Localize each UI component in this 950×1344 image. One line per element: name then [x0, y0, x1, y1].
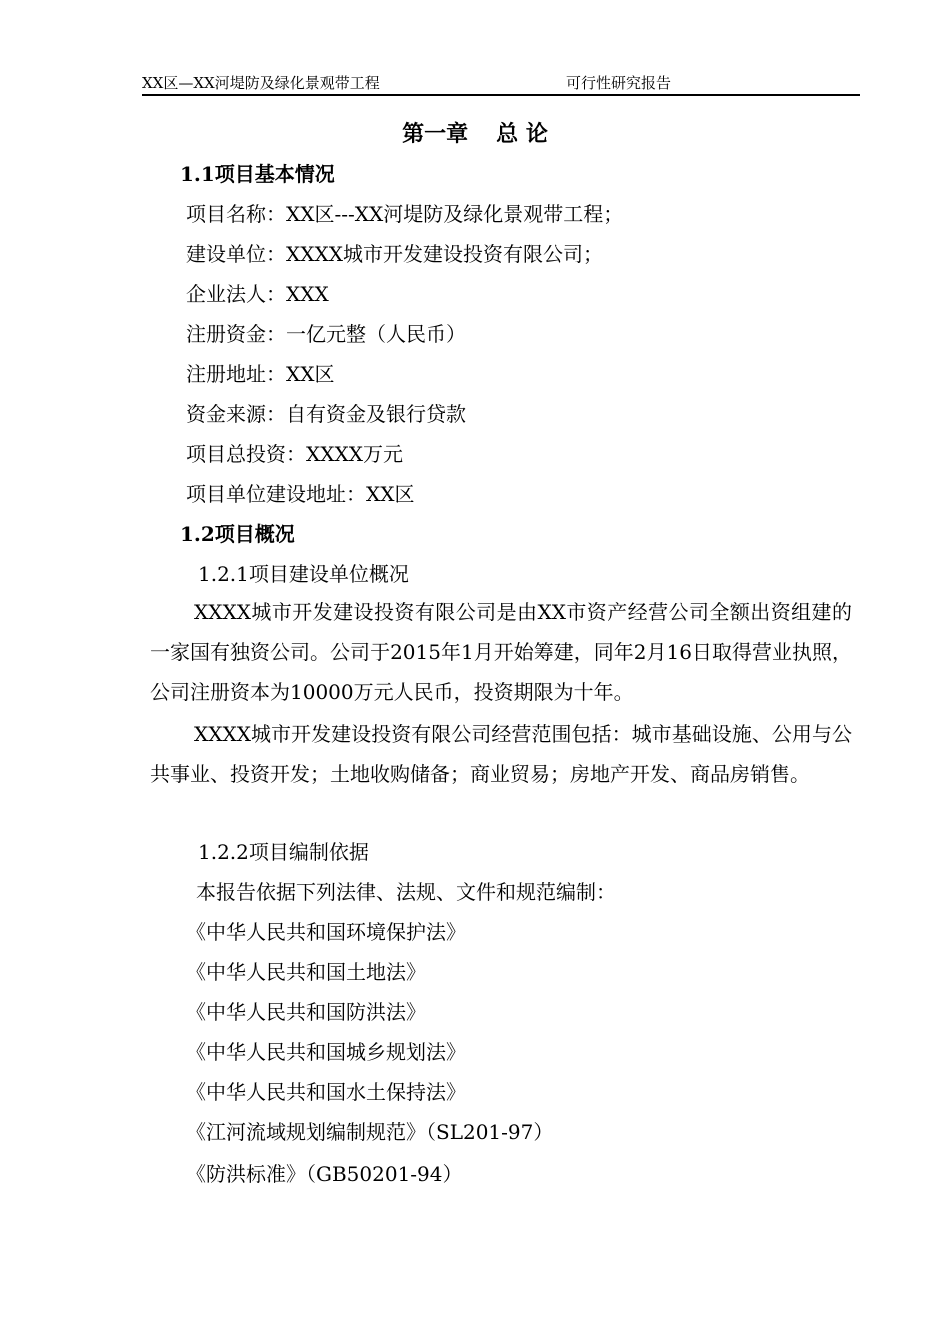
- info-item: 企业法人：XXX: [186, 282, 329, 306]
- info-item: 项目单位建设地址：XX区: [186, 482, 415, 506]
- law-item: 《中华人民共和国城乡规划法》: [186, 1040, 466, 1064]
- basis-intro: 本报告依据下列法律、法规、文件和规范编制：: [196, 880, 616, 904]
- info-item: 注册地址：XX区: [186, 362, 335, 386]
- law-item: 《防洪标准》（GB50201-94）: [186, 1162, 463, 1186]
- info-item: 建设单位：XXXX城市开发建设投资有限公司；: [186, 242, 603, 266]
- business-scope-paragraph: XXXX城市开发建设投资有限公司经营范围包括：城市基础设施、公用与公共事业、投资开发；土地收购储备；商业贸易；房地产开发、商品房销售。: [150, 722, 852, 786]
- header-report-type: 可行性研究报告: [566, 74, 672, 92]
- chapter-title: [0, 117, 950, 151]
- law-item: 《中华人民共和国土地法》: [186, 960, 426, 984]
- page-header: [142, 72, 860, 96]
- chapter-number: 第一章: [402, 121, 469, 147]
- law-item: 《江河流域规划编制规范》（SL201-97）: [186, 1120, 554, 1144]
- info-item: 项目总投资：XXXX万元: [186, 442, 403, 466]
- info-item: 项目名称：XX区---XX河堤防及绿化景观带工程；: [186, 202, 624, 226]
- info-item: 资金来源：自有资金及银行贷款: [186, 402, 466, 426]
- header-project-name: XX区—XX河堤防及绿化景观带工程: [142, 74, 380, 92]
- law-item: 《中华人民共和国防洪法》: [186, 1000, 426, 1024]
- subsection-heading-1-2-2: 1.2.2项目编制依据: [198, 840, 369, 864]
- law-item: 《中华人民共和国环境保护法》: [186, 920, 466, 944]
- company-profile-paragraph: XXXX城市开发建设投资有限公司是由XX市资产经营公司全额出资组建的一家国有独资公司。公司于2015年1月开始筹建，同年2月16日取得营业执照，公司注册资本为10000万元人民币，投资期限为十年。: [150, 600, 852, 704]
- subsection-heading-1-2-1: 1.2.1项目建设单位概况: [198, 562, 409, 586]
- section-heading-1-1: 1.1项目基本情况: [180, 162, 335, 186]
- chapter-name: 总 论: [496, 121, 548, 147]
- section-heading-1-2: 1.2项目概况: [180, 522, 295, 546]
- info-item: 注册资金：一亿元整（人民币）: [186, 322, 466, 346]
- law-item: 《中华人民共和国水土保持法》: [186, 1080, 466, 1104]
